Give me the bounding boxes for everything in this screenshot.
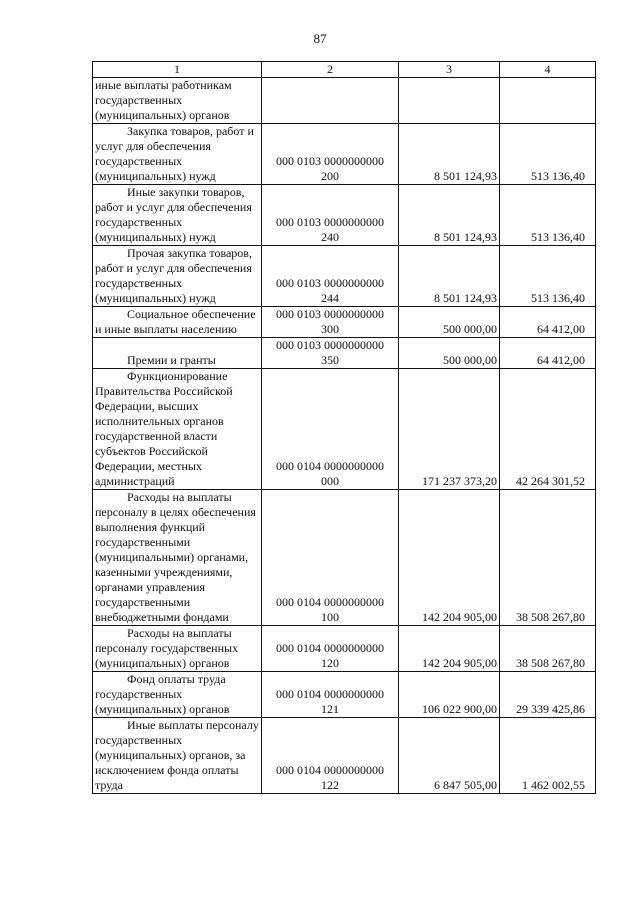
column-header: 3 <box>399 62 500 78</box>
row-value-planned: 8 501 124,93 <box>399 124 500 185</box>
table-row <box>93 185 596 246</box>
row-name: Иные выплаты персоналу государственных (муниципальных) органов, за исключением фонда оплаты труда <box>95 718 259 792</box>
page-number: 87 <box>313 31 327 46</box>
row-value-planned: 500 000,00 <box>399 338 500 369</box>
row-value-planned: 8 501 124,93 <box>399 185 500 246</box>
row-name-cell <box>93 124 262 185</box>
row-code-prefix: 000 0103 0000000000 <box>276 338 384 352</box>
row-value-executed: 64 412,00 <box>500 338 596 369</box>
row-code-suffix: 240 <box>321 230 339 244</box>
table-row <box>93 124 596 185</box>
row-name-cell <box>93 672 262 718</box>
row-code-suffix: 120 <box>321 656 339 670</box>
row-code-prefix: 000 0104 0000000000 <box>276 595 384 609</box>
row-value-planned: 6 847 505,00 <box>399 718 500 794</box>
row-code-prefix: 000 0103 0000000000 <box>276 154 384 168</box>
row-name: Иные закупки товаров, работ и услуг для обеспечения государственных (муниципальных) нужд <box>95 185 252 244</box>
row-value-executed: 64 412,00 <box>500 307 596 338</box>
row-value-executed: 513 136,40 <box>500 124 596 185</box>
row-code-prefix: 000 0103 0000000000 <box>276 215 384 229</box>
table-row <box>93 78 596 124</box>
column-header: 2 <box>262 62 399 78</box>
row-code-cell <box>262 338 399 369</box>
row-name: иные выплаты работникам государственных (муниципальных) органов <box>95 78 232 122</box>
row-code-suffix: 122 <box>321 778 339 792</box>
row-name-cell <box>93 78 262 124</box>
row-value-executed <box>500 78 596 124</box>
column-header: 1 <box>93 62 262 78</box>
table-row <box>93 490 596 626</box>
row-name-cell <box>93 718 262 794</box>
row-name-cell <box>93 307 262 338</box>
row-code-cell <box>262 124 399 185</box>
row-name-cell <box>93 185 262 246</box>
row-code-suffix: 300 <box>321 322 339 336</box>
column-header: 4 <box>500 62 596 78</box>
row-name-cell <box>93 338 262 369</box>
row-value-planned: 142 204 905,00 <box>399 490 500 626</box>
row-value-planned: 8 501 124,93 <box>399 246 500 307</box>
row-name: Закупка товаров, работ и услуг для обеспечения государственных (муниципальных) нужд <box>95 124 254 183</box>
column-header-row <box>93 62 596 78</box>
table-row <box>93 369 596 490</box>
row-code-prefix: 000 0104 0000000000 <box>276 687 384 701</box>
row-name: Функционирование Правительства Российской Федерации, высших исполнительных органов государственной власти субъектов Российской Федерации, местных администраций <box>95 369 233 488</box>
table-row <box>93 626 596 672</box>
row-name: Расходы на выплаты персоналу государственных (муниципальных) органов <box>95 626 239 670</box>
row-name: Прочая закупка товаров, работ и услуг для обеспечения государственных (муниципальных) нужд <box>95 246 252 305</box>
row-name-cell <box>93 490 262 626</box>
row-code-suffix: 244 <box>321 291 339 305</box>
table-row <box>93 246 596 307</box>
row-name-cell <box>93 626 262 672</box>
row-value-planned: 142 204 905,00 <box>399 626 500 672</box>
row-code-suffix: 200 <box>321 169 339 183</box>
row-code-cell <box>262 78 399 124</box>
row-value-planned <box>399 78 500 124</box>
row-code-suffix: 350 <box>321 353 339 367</box>
row-value-executed: 513 136,40 <box>500 246 596 307</box>
row-name: Фонд оплаты труда государственных (муниципальных) органов <box>95 672 230 716</box>
row-value-planned: 171 237 373,20 <box>399 369 500 490</box>
row-value-executed: 38 508 267,80 <box>500 626 596 672</box>
row-name: Социальное обеспечение и иные выплаты населению <box>95 307 256 336</box>
table-row <box>93 718 596 794</box>
row-code-cell <box>262 369 399 490</box>
row-code-suffix: 100 <box>321 610 339 624</box>
row-code-prefix: 000 0103 0000000000 <box>276 307 384 321</box>
row-value-planned: 500 000,00 <box>399 307 500 338</box>
row-code-cell <box>262 307 399 338</box>
row-value-executed: 513 136,40 <box>500 185 596 246</box>
table-row <box>93 307 596 338</box>
row-code-cell <box>262 672 399 718</box>
row-name-cell <box>93 369 262 490</box>
row-code-prefix: 000 0104 0000000000 <box>276 459 384 473</box>
row-name: Премии и гранты <box>127 353 216 367</box>
table-row <box>93 338 596 369</box>
row-code-cell <box>262 246 399 307</box>
table-row <box>93 672 596 718</box>
row-code-suffix: 121 <box>321 702 339 716</box>
row-value-executed: 1 462 002,55 <box>500 718 596 794</box>
row-code-cell <box>262 185 399 246</box>
row-value-executed: 29 339 425,86 <box>500 672 596 718</box>
row-code-prefix: 000 0103 0000000000 <box>276 276 384 290</box>
row-value-planned: 106 022 900,00 <box>399 672 500 718</box>
row-code-cell <box>262 718 399 794</box>
row-name-cell <box>93 246 262 307</box>
row-code-cell <box>262 626 399 672</box>
row-code-suffix: 000 <box>321 474 339 488</box>
budget-table <box>92 61 596 794</box>
row-code-cell <box>262 490 399 626</box>
row-code-prefix: 000 0104 0000000000 <box>276 641 384 655</box>
row-name: Расходы на выплаты персоналу в целях обеспечения выполнения функций государственными (муниципальными) органами, казенными учреждениями, органами управления государственными внебюджетными фондами <box>95 490 256 624</box>
row-code-prefix: 000 0104 0000000000 <box>276 763 384 777</box>
row-value-executed: 42 264 301,52 <box>500 369 596 490</box>
row-value-executed: 38 508 267,80 <box>500 490 596 626</box>
